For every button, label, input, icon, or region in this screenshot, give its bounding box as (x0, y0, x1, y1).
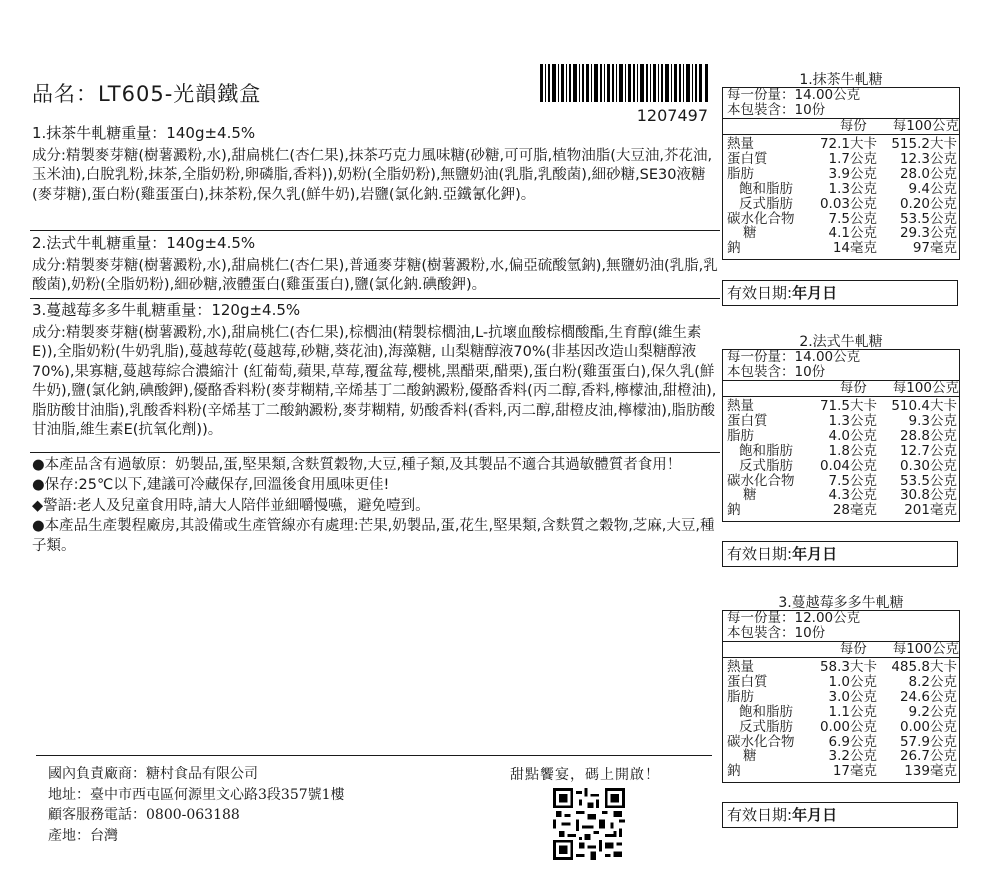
nutrition-row (723, 660, 959, 675)
expiry-label: 有效日期: (727, 284, 793, 302)
ingredient-heading: 3.蔓越莓多多牛軋糖重量：120g±4.5% (32, 301, 301, 319)
ingredient-text: 成分:精製麥芽糖(樹薯澱粉,水),甜扁桃仁(杏仁果),棕櫚油(精製棕櫚油,L-抗壞血酸棕櫚酸酯,生育醇(維生素E)),全脂奶粉(牛奶乳脂),蔓越莓乾(蔓越莓,砂糖,葵花油),海藻糖, 山梨糖醇液70%(非基因改造山梨糖醇液70%),果寡糖,蔓越莓綜合濃縮汁 (紅葡萄,蘋果,草莓,覆盆莓,櫻桃,黑醋栗,醋栗),蛋白粉(雞蛋蛋白),保久乳(鮮牛奶),鹽(氯化鈉,碘酸鉀),優酪香料粉(麥芽糊精,辛烯基丁二酸鈉澱粉,優酪香料(丙二醇,香料,檸檬油,甜橙油),脂肪酸甘油脂),乳酸香料粉(辛烯基丁二酸鈉澱粉,麥芽糊精, 奶酸香料(香料,丙二醇,甜橙皮油,檸檬油),脂肪酸甘油脂,維生素E(抗氧化劑))。 (32, 324, 717, 438)
divider (30, 298, 720, 299)
nutrient-label: 飽和脂肪 (739, 180, 793, 197)
nutrition-row (723, 503, 959, 518)
nutrient-label: 飽和脂肪 (739, 442, 793, 459)
nutrient-label: 熱量 (727, 659, 754, 675)
ingredients-section-2 (32, 234, 718, 296)
ingredients-section-3 (32, 301, 718, 441)
per-serving-value: 3.9公克 (828, 165, 877, 182)
nutrient-label: 鈉 (727, 240, 741, 257)
per-100g-value: 201毫克 (904, 502, 957, 519)
nutrition-row (723, 705, 959, 720)
nutrition-row (723, 429, 959, 444)
warning-note: ◆警語:老人及兒童食用時,請大人陪伴並細嚼慢嚥，避免噎到。 (32, 497, 430, 514)
expiry-value: 年月日 (792, 806, 838, 824)
nutrition-header (723, 380, 959, 396)
per-100g-value: 53.5公克 (899, 210, 957, 227)
nutrition-table-3 (722, 610, 960, 783)
nutrition-row (723, 720, 959, 735)
product-name: 品名：LT605-光韻鐵盒 (32, 82, 262, 106)
nutrition-table-2 (722, 349, 960, 522)
nutrient-label: 鈉 (727, 763, 741, 780)
nutrition-row (723, 764, 959, 779)
nutrition-row (723, 152, 959, 167)
facility-note: ●本產品生產製程廠房,其設備或生產管線亦有處理:芒果,奶製品,蛋,花生,堅果類,含麩質之穀物,芝麻,大豆,種子類。 (32, 517, 715, 555)
per-serving-value: 1.8公克 (828, 442, 877, 459)
nutrient-label: 蛋白質 (727, 150, 768, 167)
nutrition-row (723, 444, 959, 459)
nutrient-label: 糖 (743, 748, 757, 765)
serving-size: 每一份量：14.00公克 (727, 87, 861, 103)
nutrition-rows (723, 657, 959, 782)
footer-divider (36, 755, 712, 756)
per-100g-value: 26.7公克 (899, 748, 957, 765)
per-serving-value: 28毫克 (832, 502, 877, 519)
ingredients-section-1 (32, 124, 718, 205)
per-serving-value: 3.0公克 (828, 688, 877, 705)
per-serving-value: 1.3公克 (828, 412, 877, 429)
expiry-value: 年月日 (792, 545, 838, 563)
per-serving-value: 7.5公克 (828, 210, 877, 227)
nutrition-rows (723, 134, 959, 259)
per-100g-value: 29.3公克 (899, 225, 957, 242)
per-serving-value: 1.0公克 (828, 673, 877, 690)
per-100g-value: 57.9公克 (899, 733, 957, 750)
barcode (540, 64, 708, 102)
expiry-date (722, 802, 958, 828)
nutrient-label: 碳水化合物 (727, 210, 795, 227)
per-serving-header: 每份 (839, 118, 867, 134)
per-100g-value: 515.2大卡 (891, 136, 957, 152)
per-serving-value: 1.7公克 (828, 150, 877, 167)
per-100g-value: 8.2公克 (908, 673, 957, 690)
per-100g-value: 9.3公克 (908, 412, 957, 429)
per-100g-value: 12.3公克 (899, 150, 957, 167)
serving-size: 每一份量：14.00公克 (727, 349, 861, 365)
nutrition-row (723, 182, 959, 197)
nutrient-label: 脂肪 (727, 427, 754, 444)
manufacturer-info (48, 764, 345, 846)
nutrition-row (723, 675, 959, 690)
nutrient-label: 糖 (743, 487, 757, 504)
address-line: 地址：臺中市西屯區何源里文心路3段357號1樓 (48, 786, 345, 803)
nutrition-row (723, 197, 959, 212)
expiry-value: 年月日 (792, 284, 838, 302)
nutrition-row (723, 690, 959, 705)
per-serving-value: 58.3大卡 (819, 659, 877, 675)
per-serving-value: 14毫克 (832, 240, 877, 257)
nutrition-header (723, 641, 959, 657)
nutrition-title: 3.蔓越莓多多牛軋糖 (778, 595, 904, 611)
nutrition-title: 1.抹茶牛軋糖 (799, 72, 883, 88)
per-serving-value: 1.3公克 (828, 180, 877, 197)
nutrient-label: 反式脂肪 (739, 195, 793, 212)
nutrition-row (723, 137, 959, 152)
per-100g-value: 12.7公克 (899, 442, 957, 459)
nutrition-row (723, 167, 959, 182)
phone-line: 顧客服務電話：0800-063188 (48, 807, 240, 823)
per-serving-value: 0.04公克 (819, 457, 877, 474)
ingredient-heading: 1.抹茶牛軋糖重量：140g±4.5% (32, 124, 256, 142)
per-serving-value: 0.00公克 (819, 718, 877, 735)
nutrient-label: 反式脂肪 (739, 718, 793, 735)
nutrient-label: 熱量 (727, 398, 754, 414)
servings-per-package: 本包裝含：10份 (727, 102, 826, 118)
nutrient-label: 碳水化合物 (727, 733, 795, 750)
per-serving-value: 17毫克 (832, 763, 877, 780)
nutrition-row (723, 459, 959, 474)
per-100g-value: 485.8大卡 (891, 659, 957, 675)
nutrition-title: 2.法式牛軋糖 (799, 334, 883, 350)
origin-line: 產地：台灣 (48, 827, 118, 844)
per-serving-value: 0.03公克 (819, 195, 877, 212)
per-100g-value: 28.0公克 (899, 165, 957, 182)
per-100g-value: 510.4大卡 (891, 398, 957, 414)
nutrition-table-1 (722, 87, 960, 260)
divider (30, 230, 720, 231)
per-100g-value: 0.30公克 (899, 457, 957, 474)
per-100g-value: 9.2公克 (908, 703, 957, 720)
serving-size: 每一份量：12.00公克 (727, 610, 861, 626)
nutrition-row (723, 399, 959, 414)
per-100g-header: 每100公克 (892, 641, 959, 657)
per-serving-value: 1.1公克 (828, 703, 877, 720)
nutrition-row (723, 241, 959, 256)
notes (32, 455, 718, 556)
nutrient-label: 碳水化合物 (727, 472, 795, 489)
allergen-note: ●本產品含有過敏原：奶製品,蛋,堅果類,含麩質穀物,大豆,種子類,及其製品不適合其過敏體質者食用！ (32, 457, 682, 473)
per-serving-value: 71.5大卡 (819, 398, 877, 414)
expiry-date (722, 541, 958, 567)
ingredient-text: 成分:精製麥芽糖(樹薯澱粉,水),甜扁桃仁(杏仁果),普通麥芽糖(樹薯澱粉,水,偏亞硫酸氫鈉),無鹽奶油(乳脂,乳酸菌),奶粉(全脂奶粉),細砂糖,液體蛋白(雞蛋蛋白),鹽(氯化鈉.碘酸鉀)。 (32, 257, 718, 293)
per-100g-value: 97毫克 (912, 240, 957, 257)
per-100g-value: 24.6公克 (899, 688, 957, 705)
per-serving-value: 4.0公克 (828, 427, 877, 444)
nutrition-rows (723, 396, 959, 521)
nutrition-header (723, 118, 959, 134)
ingredient-heading: 2.法式牛軋糖重量：140g±4.5% (32, 234, 256, 252)
expiry-label: 有效日期: (727, 545, 793, 563)
per-100g-value: 28.8公克 (899, 427, 957, 444)
nutrient-label: 反式脂肪 (739, 457, 793, 474)
storage-note: ●保存:25℃以下,建議可冷藏保存,回溫後食用風味更佳! (32, 477, 390, 494)
manufacturer-line: 國內負責廠商：糖村食品有限公司 (48, 766, 258, 782)
nutrient-label: 熱量 (727, 136, 754, 152)
per-100g-value: 53.5公克 (899, 472, 957, 489)
per-100g-value: 0.20公克 (899, 195, 957, 212)
barcode-number: 1207497 (636, 106, 708, 125)
nutrient-label: 蛋白質 (727, 673, 768, 690)
nutrient-label: 糖 (743, 225, 757, 242)
expiry-label: 有效日期: (727, 806, 793, 824)
per-serving-value: 4.1公克 (828, 225, 877, 242)
expiry-date (722, 280, 958, 306)
divider (30, 452, 720, 453)
per-100g-value: 9.4公克 (908, 180, 957, 197)
per-serving-value: 7.5公克 (828, 472, 877, 489)
nutrition-row (723, 414, 959, 429)
per-100g-value: 30.8公克 (899, 487, 957, 504)
per-serving-value: 3.2公克 (828, 748, 877, 765)
per-serving-header: 每份 (839, 641, 867, 657)
nutrient-label: 蛋白質 (727, 412, 768, 429)
per-serving-value: 72.1大卡 (819, 136, 877, 152)
servings-per-package: 本包裝含：10份 (727, 625, 826, 641)
servings-per-package: 本包裝含：10份 (727, 364, 826, 380)
per-100g-value: 0.00公克 (899, 718, 957, 735)
per-serving-value: 6.9公克 (828, 733, 877, 750)
nutrient-label: 脂肪 (727, 688, 754, 705)
per-serving-value: 4.3公克 (828, 487, 877, 504)
per-100g-value: 139毫克 (904, 763, 957, 780)
qr-code (553, 788, 625, 860)
nutrient-label: 飽和脂肪 (739, 703, 793, 720)
per-100g-header: 每100公克 (892, 380, 959, 396)
per-100g-header: 每100公克 (892, 118, 959, 134)
per-serving-header: 每份 (839, 380, 867, 396)
slogan: 甜點饗宴，碼上開啟！ (510, 767, 660, 783)
nutrient-label: 脂肪 (727, 165, 754, 182)
ingredient-text: 成分:精製麥芽糖(樹薯澱粉,水),甜扁桃仁(杏仁果),抹茶巧克力風味糖(砂糖,可可脂,植物油脂(大豆油,芥花油,玉米油),白脫乳粉,抹茶,全脂奶粉,卵磷脂,香料)),奶粉(全脂奶粉),無鹽奶油(乳脂,乳酸菌),細砂糖,SE30液糖(麥芽糖),蛋白粉(雞蛋蛋白),抹茶粉,保久乳(鮮牛奶),岩鹽(氯化鈉.亞鐵氰化鉀)。 (32, 147, 713, 203)
nutrient-label: 鈉 (727, 502, 741, 519)
